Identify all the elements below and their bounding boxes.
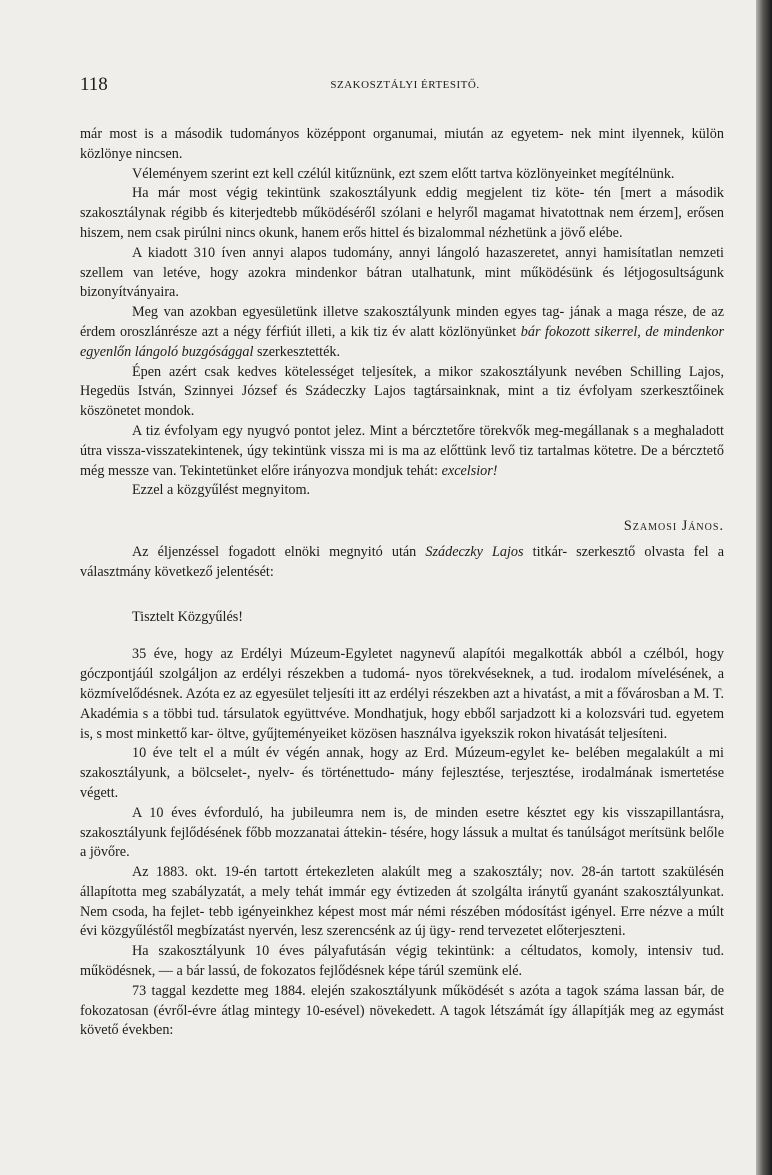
salutation: Tisztelt Közgyűlés! bbox=[132, 608, 243, 625]
signature: Szamosi János. bbox=[623, 518, 724, 535]
page-number: 118 bbox=[80, 74, 108, 95]
text-run: szerkesztették. bbox=[253, 343, 341, 360]
speech-paragraph: Ha már most végig tekintünk szakosztályunk eddig megjelent tiz köte- tén [mert a második szakosztálynak régibb és kiterjedtebb működéséről szólani e helyről magamat hivatottnak nem érzem], erősen hiszem, nem csak pirúlni nincs okunk, hanem erős hittel és bizalommal nézhetünk a jövő elébe. bbox=[80, 185, 724, 241]
page-header bbox=[80, 74, 730, 94]
emphasis-text: bár fokozott sikerrel, de mindenkor egyenlőn lángoló buzgósággal bbox=[80, 323, 724, 360]
text-run: A tiz évfolyam egy nyugvó pontot jelez. Mint a bércztetőre törekvők meg-megállanak s a meghaladott útra vissza-visszatekintenek, úgy tekintünk vissza mi is ma az előttünk levő tiz tartalmas kötetre. De a bércztető még messze van. Tekintetünket előre irányozva mondjuk tehát: bbox=[80, 422, 724, 479]
report-paragraph: Ha szakosztályunk 10 éves pályafutásán végig tekintünk: a céltudatos, komoly, intensiv tud. működésnek, — a bár lassú, de fokozatos fejlődésnek képe tárúl szemünk elé. bbox=[80, 943, 724, 980]
speech-paragraph bbox=[80, 422, 724, 481]
page-body bbox=[80, 125, 724, 1041]
text-run: Meg van azokban egyesületünk illetve szakosztályunk minden egyes tag- jának a maga része, de az érdem oroszlánrésze azt a négy férfiút illeti, a kik tiz év alatt közlönyünket bbox=[80, 304, 724, 340]
report-paragraph: A 10 éves évforduló, ha jubileumra nem is, de minden esetre késztet egy kis visszapillantásra, szakosztályunk fejlődésének főbb mozzanatai áttekin- tésére, hogy lássuk a multat és tanúlságot merítsünk belőle a jövőre. bbox=[80, 804, 724, 861]
speech-paragraph bbox=[80, 303, 724, 362]
report-paragraph: 35 éve, hogy az Erdélyi Múzeum-Egyletet nagynevű alapítói megalkották abból a czélból, hogy góczpontjáúl szolgáljon az erdélyi részekben a tudomá- nyos törekvéseknek, a tud. irodalom mívelésének, a közmívelődésnek. Azóta ez az egyesület teljesíti itt az erdélyi részekben azt a hivatást, a mit a fővárosban a M. T. Akadémia s a többi tud. társulatok együttvéve. Mondhatjuk, hogy ebből sarjadzott ki a kolozsvári tud. egyetem is, s most minkettő kar- öltve, gyűjteményeiket közösen használva igyekszik rokon hivatását teljesíteni. bbox=[80, 646, 724, 742]
speech-paragraph: Ezzel a közgyűlést megnyitom. bbox=[132, 482, 311, 499]
emphasis-text: excelsior! bbox=[441, 462, 498, 479]
running-title: SZAKOSZTÁLYI ÉRTESITŐ. bbox=[330, 79, 480, 91]
text-run: titkár- szerkesztő olvasta fel a választmány következő jelentését: bbox=[80, 543, 725, 580]
book-spine-shadow bbox=[756, 0, 772, 1175]
report-paragraph: 10 éve telt el a múlt év végén annak, hogy az Erd. Múzeum-egylet ke- belében megalakúlt a mi szakosztályunk, a bölcselet-, nyelv- és történettudo- mány fejlesztése, terjesztése, irodalmának ismertetése végett. bbox=[80, 745, 724, 801]
speech-paragraph: A kiadott 310 íven annyi alapos tudomány, annyi lángoló hazaszeretet, annyi hamisítatlan nemzeti szellem van letéve, hogy azokra mindenkor bátran utalhatunk, mint működésünk és létjogosultságunk bizonyítványaira. bbox=[80, 244, 724, 301]
report-paragraph: 73 taggal kezdette meg 1884. elején szakosztályunk működését s azóta a tagok száma lassan bár, de fokozatosan (évről-évre átlag mintegy 10-esével) növekedett. A tagok létszámát így állapítják meg az egymást követő években: bbox=[80, 982, 724, 1039]
text-run: Az éljenzéssel fogadott elnöki megnyitó után bbox=[132, 543, 426, 560]
speech-paragraph: Véleményem szerint ezt kell czélúl kitűznünk, ezt szem előtt tartva közlönyeinket megítélnünk. bbox=[132, 165, 675, 182]
speech-paragraph: Épen azért csak kedves kötelességet teljesítek, a mikor szakosztályunk nevében Schilling Lajos, Hegedüs István, Szinnyei József és Szádeczky Lajos tagtársainknak, mint a tiz évfolyam szerkesztőinek köszönetet mondok. bbox=[80, 363, 724, 420]
speech-paragraph: már most is a második tudományos középpont organumai, miután az egyetem- nek mint ilyennek, külön közlönye nincsen. bbox=[80, 126, 724, 162]
intro-paragraph bbox=[80, 543, 724, 583]
report-paragraph: Az 1883. okt. 19-én tartott értekezleten alakúlt meg a szakosztály; nov. 28-án tartott szakülésén állapította meg szabályzatát, a mely tehát immár egy évtizeden át szolgálta iránytű gyanánt szakosztályunkat. Nem csoda, ha fejlet- tebb igényeinkhez képest most már némi részében módosítást igényel. Erre nézve a múlt évi közgyűléstől megbízatást nyervén, lesz szerencsénk az új ügy- rend tervezetet előterjeszteni. bbox=[80, 864, 724, 940]
emphasis-text: Szádeczky Lajos bbox=[425, 543, 524, 560]
